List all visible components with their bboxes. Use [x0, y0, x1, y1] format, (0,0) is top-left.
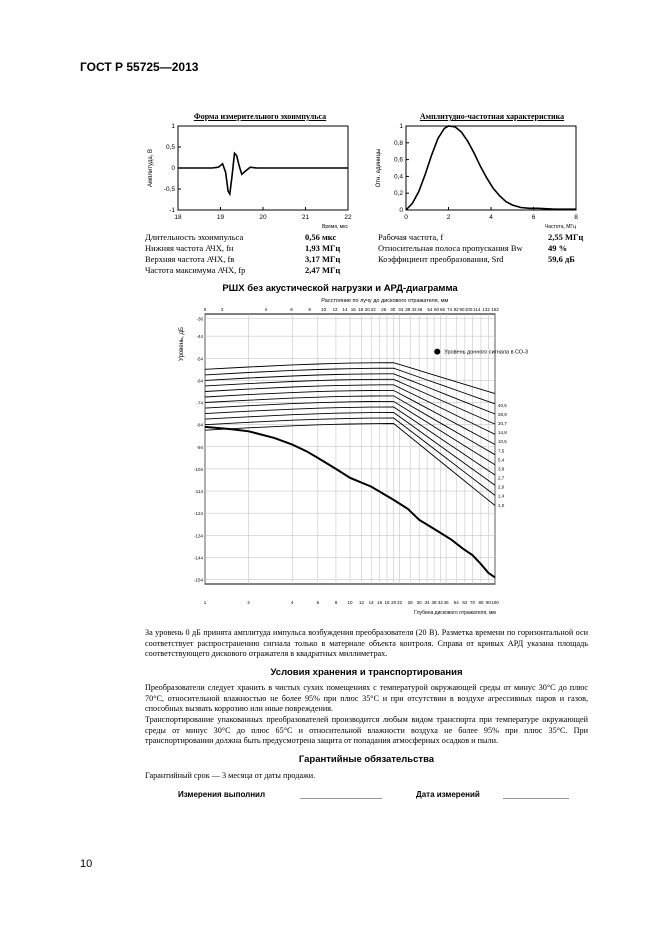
warranty-title: Гарантийные обязательства [298, 754, 435, 765]
ard-bottom-tick-label: 16 [377, 600, 383, 605]
afc-chart-title: Амплитудно-частотная характеристика [419, 112, 565, 121]
ard-bottom-tick-label: 42 [437, 600, 443, 605]
ard-bottom-tick-label: 10 [347, 600, 353, 605]
afc-x-tick-label: 4 [489, 214, 493, 221]
pulse-y-tick-label: 0 [171, 165, 175, 172]
ard-bottom-tick-label: 8 [334, 600, 338, 605]
param-label: Верхняя частота АЧХ, fв [145, 254, 235, 264]
ard-top-tick-label: 0 [203, 307, 207, 312]
param-value: 49 % [548, 243, 568, 253]
ard-bottom-tick-label: 70 [470, 600, 476, 605]
ard-curve-label: 20,7 [498, 421, 507, 427]
afc-y-tick-label: 0,6 [393, 156, 403, 164]
backwall-legend-label: Уровень донного сигнала в СО-3 [444, 349, 529, 356]
afc-x-axis-label: Частота, МГц [544, 224, 576, 230]
ard-top-tick-label: 14 [342, 307, 348, 312]
ard-bottom-tick-label: 22 [397, 600, 403, 605]
afc-chart [370, 120, 590, 230]
ard-curve-label: 5,4 [498, 457, 505, 463]
ard-bottom-tick-label: 34 [424, 600, 430, 605]
ard-bottom-tick-label: 18 [384, 600, 390, 605]
params-right [378, 232, 590, 268]
param-value: 3,17 МГц [305, 254, 341, 264]
ard-curve-label: 2,7 [498, 475, 505, 481]
afc-plot-frame [406, 126, 576, 210]
param-row [145, 243, 340, 254]
ard-bottom-tick-label: 14 [368, 600, 374, 605]
afc-series-line [406, 126, 576, 210]
pulse-y-tick-label: 0,5 [165, 144, 175, 151]
pulse-y-tick-label: 1 [171, 123, 175, 130]
ard-bottom-tick-label: 54 [453, 600, 459, 605]
ard-top-tick-label: 30 [390, 307, 396, 312]
ard-top-tick-label: 22 [370, 307, 376, 312]
ard-top-tick-label: 10 [321, 307, 327, 312]
ard-bottom-tick-label: 1 [203, 600, 207, 605]
param-value: 2,55 МГц [548, 232, 584, 242]
ard-top-tick-label: 90 [459, 307, 465, 312]
params-left [145, 232, 355, 278]
ard-bottom-tick-label: 26 [407, 600, 413, 605]
warranty-text: Гарантийный срок — 3 месяца от даты продажи. [145, 771, 316, 780]
ard-top-tick-label: 74 [447, 307, 453, 312]
ard-top-tick-label: 20 [364, 307, 370, 312]
param-label: Частота максимума АЧХ, fp [145, 265, 246, 275]
ard-y-tick-label: -84 [196, 422, 203, 428]
storage-title: Условия хранения и транспортирования [270, 667, 463, 678]
document-header: ГОСТ Р 55725—2013 [80, 60, 199, 74]
ard-y-tick-label: -114 [194, 489, 203, 495]
afc-y-tick-label: 0 [399, 207, 403, 214]
ard-top-tick-label: 66 [439, 307, 445, 312]
pulse-y-tick-label: -1 [169, 207, 175, 214]
ard-top-tick-label: 42 [411, 307, 417, 312]
param-row [378, 254, 575, 265]
afc-y-tick-label: 0,8 [393, 139, 403, 147]
ard-top-tick-label: 2 [221, 307, 224, 312]
ard-top-tick-label: 16 [350, 307, 356, 312]
ard-bottom-tick-label: 46 [443, 600, 449, 605]
ard-top-tick-label: 38 [405, 307, 411, 312]
afc-y-axis-label: Отн. единицы [376, 148, 382, 188]
pulse-series-line [178, 153, 348, 194]
ard-top-tick-label: 114 [473, 307, 481, 312]
ard-curve-label: 40,5 [498, 402, 507, 408]
ard-y-tick-label: -94 [196, 444, 203, 450]
ard-y-tick-label: -74 [196, 400, 203, 406]
measured-by-signature-line [300, 798, 382, 799]
param-row [145, 232, 336, 243]
afc-x-tick-label: 2 [446, 214, 451, 221]
ard-curve-label: 14,8 [498, 430, 507, 436]
measurement-date-line [503, 798, 569, 799]
ard-y-tick-label: -54 [196, 356, 203, 362]
ard-top-tick-label: 82 [453, 307, 459, 312]
storage-paragraph-1: Преобразователи следует хранить в чистых сухих помещениях с температурой окружающей среды от минус 30°С до плюс 70°С, относительной влажностью не более 95% при плюс 35°С и при отсутствии в воздухе агрессивных паров и газов, способных вызвать коррозию или иные повреждения. [145, 683, 588, 713]
ard-curve-label: 1,0 [498, 502, 505, 508]
pulse-x-tick-label: 22 [344, 214, 352, 221]
pulse-x-tick-label: 19 [216, 214, 225, 221]
ard-top-tick-label: 152 [491, 307, 499, 312]
ard-y-tick-label: -124 [193, 511, 203, 517]
ard-bottom-tick-label: 6 [316, 600, 320, 605]
ard-top-tick-label: 132 [482, 307, 490, 312]
ard-top-tick-label: 6 [290, 307, 293, 312]
ard-bottom-tick-label: 62 [462, 600, 468, 605]
ard-chart [175, 294, 529, 626]
pulse-y-axis-label: Амплитуда, В [148, 148, 154, 188]
ard-curve-label: 3,8 [498, 466, 505, 472]
param-value: 2,47 МГц [305, 265, 341, 275]
ard-top-tick-label: 46 [417, 307, 423, 312]
ard-top-tick-label: 4 [264, 307, 268, 312]
param-row [378, 232, 583, 243]
ard-top-tick-label: 12 [332, 307, 338, 312]
ard-curve-label: 7,5 [498, 448, 505, 454]
ard-y-tick-label: -104 [193, 466, 203, 472]
ard-curve-label: 10,5 [498, 439, 507, 445]
param-label: Нижняя частота АЧХ, fн [145, 243, 234, 253]
afc-x-tick-label: 8 [574, 214, 578, 221]
ard-x2-axis-label: Расстояние по лучу до дискового отражателя, мм [321, 298, 449, 304]
pulse-x-tick-label: 18 [174, 214, 182, 221]
ard-top-tick-label: 34 [398, 307, 404, 312]
param-row [378, 243, 567, 254]
ard-y-tick-label: -144 [193, 555, 203, 561]
ard-x-axis-label: Глубина дискового отражателя, мм [414, 610, 496, 616]
backwall-marker [434, 349, 440, 355]
ard-y-tick-label: -64 [196, 378, 203, 384]
param-value: 59,6 дБ [548, 254, 575, 264]
pulse-x-tick-label: 21 [301, 214, 310, 221]
ard-top-tick-label: 100 [464, 307, 473, 312]
param-value: 1,93 МГц [305, 243, 341, 253]
ard-curve-label: 2,0 [498, 484, 505, 490]
afc-y-tick-label: 0,4 [393, 173, 403, 181]
pulse-x-tick-label: 20 [259, 214, 267, 221]
param-label: Относительная полоса пропускания Bw [378, 243, 523, 253]
chart-note: За уровень 0 дБ принята амплитуда импульса возбуждения преобразователя (20 В). Разметка времени по горизонтальной оси соответствует распространению сигнала только в материале объекта контроля. Справа от кривых АРД указана площадь соответствующего дискового отражателя в квадратных миллиметрах. [145, 628, 588, 658]
ard-y-axis-label: Уровень, дБ [179, 327, 185, 361]
ard-bottom-tick-label: 20 [391, 600, 397, 605]
ard-top-tick-label: 8 [308, 307, 311, 312]
ard-bottom-tick-label: 38 [431, 600, 437, 605]
pulse-chart-title: Форма измерительного эхоимпульса [193, 112, 327, 121]
param-row [145, 254, 340, 265]
ard-y-tick-label: -154 [193, 577, 203, 583]
measurement-date-label: Дата измерений [416, 790, 480, 799]
param-label: Длительность эхоимпульса [145, 232, 244, 242]
page-number: 10 [80, 858, 93, 870]
pulse-x-axis-label: Время, мкс [321, 224, 348, 230]
ard-curve-label: 28,9 [498, 412, 507, 418]
ard-top-tick-label: 26 [381, 307, 387, 312]
afc-y-tick-label: 1 [399, 123, 403, 130]
pulse-chart [142, 120, 362, 230]
ard-top-tick-label: 18 [358, 307, 364, 312]
ard-bottom-tick-label: 4 [291, 600, 294, 605]
pulse-y-tick-label: -0,5 [163, 186, 175, 193]
ard-bottom-tick-label: 90 [485, 600, 491, 605]
ard-bottom-tick-label: 100 [491, 600, 499, 605]
param-row [145, 265, 340, 276]
ard-y-tick-label: -134 [193, 533, 203, 539]
ard-top-tick-label: 60 [433, 307, 439, 312]
param-label: Коэффициент преобразования, Srd [378, 254, 504, 264]
afc-x-tick-label: 6 [531, 214, 536, 221]
ard-y-tick-label: -44 [196, 334, 203, 340]
ard-bottom-tick-label: 12 [358, 600, 364, 605]
ard-chart-title: РШХ без акустической нагрузки и АРД-диаграмма [222, 283, 458, 294]
ard-bottom-tick-label: 30 [416, 600, 422, 605]
afc-x-tick-label: 0 [404, 214, 408, 221]
ard-bottom-tick-label: 2 [247, 600, 250, 605]
ard-bottom-tick-label: 80 [478, 600, 484, 605]
measured-by-label: Измерения выполнил [178, 790, 266, 799]
storage-paragraph-2: Транспортирование упакованных преобразователей производится любым видом транспорта при температуре окружающей среды от минус 30°С до плюс 65°С и относительной влажности воздуха не более 95% при плюс 35°С. При транспортировании должна быть предусмотрена защита от попадания атмосферных осадков и пыли. [145, 715, 588, 745]
ard-curve-label: 1,4 [498, 493, 505, 499]
ard-y-tick-label: -36 [196, 316, 203, 322]
param-label: Рабочая частота, f [378, 232, 444, 242]
afc-y-tick-label: 0,2 [393, 190, 403, 198]
param-value: 0,56 мкс [305, 232, 337, 242]
ard-top-tick-label: 54 [427, 307, 433, 312]
